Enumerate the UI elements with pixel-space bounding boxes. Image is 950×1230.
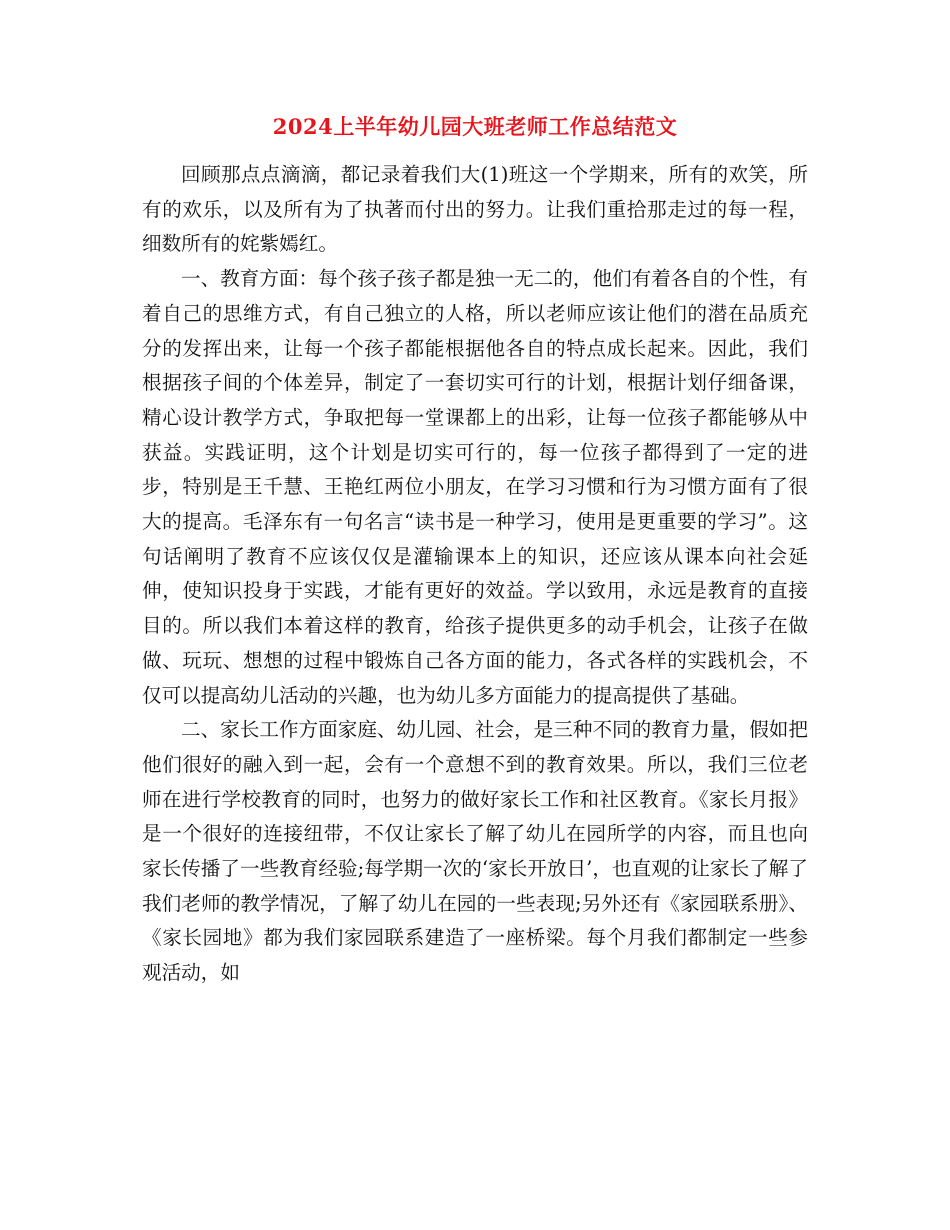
- document-body: [142, 158, 808, 991]
- paragraph-intro: 回顾那点点滴滴，都记录着我们大(1)班这一个学期来，所有的欢笑，所有的欢乐，以及所有为了执著而付出的努力。让我们重拾那走过的每一程，细数所有的姹紫嫣红。: [142, 163, 808, 256]
- document-title: 2024上半年幼儿园大班老师工作总结范文: [272, 114, 678, 139]
- paragraph-parent-work: 二、家长工作方面家庭、幼儿园、社会，是三种不同的教育力量，假如把他们很好的融入到一起，会有一个意想不到的教育效果。所以，我们三位老师在进行学校教育的同时，也努力的做好家长工作和社区教育。《家长月报》是一个很好的连接纽带，不仅让家长了解了幼儿在园所学的内容，而且也向家长传播了一些教育经验;每学期一次的‘家长开放日’，也直观的让家长了解了我们老师的教学情况，了解了幼儿在园的一些表现;另外还有《家园联系册》、《家长园地》都为我们家园联系建造了一座桥梁。每个月我们都制定一些参观活动，如: [142, 718, 808, 985]
- paragraph-education: 一、教育方面：每个孩子孩子都是独一无二的，他们有着各自的个性，有着自己的思维方式，有自己独立的人格，所以老师应该让他们的潜在品质充分的发挥出来，让每一个孩子都能根据他各自的特点成长起来。因此，我们根据孩子间的个体差异，制定了一套切实可行的计划，根据计划仔细备课，精心设计教学方式，争取把每一堂课都上的出彩，让每一位孩子都能够从中获益。实践证明，这个计划是切实可行的，每一位孩子都得到了一定的进步，特别是王千慧、王艳红两位小朋友，在学习习惯和行为习惯方面有了很大的提高。毛泽东有一句名言“读书是一种学习，使用是更重要的学习”。这句话阐明了教育不应该仅仅是灌输课本上的知识，还应该从课本向社会延伸，使知识投身于实践，才能有更好的效益。学以致用，永远是教育的直接目的。所以我们本着这样的教育，给孩子提供更多的动手机会，让孩子在做做、玩玩、想想的过程中锻炼自己各方面的能力，各式各样的实践机会，不仅可以提高幼儿活动的兴趣，也为幼儿多方面能力的提高提供了基础。: [142, 267, 808, 707]
